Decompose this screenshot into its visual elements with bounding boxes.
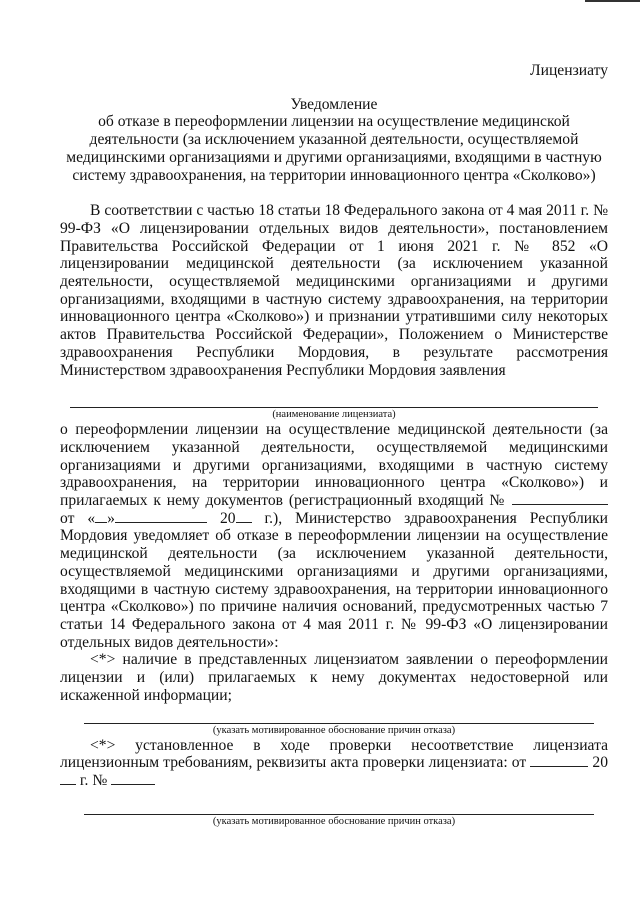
reason-1: <*> наличие в представленных лицензиатом заявлении о переоформлении лицензии и (или) прилагаемых к нему документах недостоверной или искаженной информации; — [60, 651, 608, 704]
reason-2-line — [84, 814, 594, 815]
main-paragraph-from: от — [60, 509, 75, 527]
main-paragraph-part3: г.), Министерство здравоохранения Республики Мордовия уведомляет об отказе в переоформлении лицензии на осуществление медицинской деятельности (за исключением указанной деятельности, осуществляемой медицинскими организациями и другими организациями, входящими в частную систему здравоохранения, на территории инновационного центра «Сколково») по причине наличия оснований, предусмотренных частью 7 статьи 14 Федерального закона от 4 мая 2011 г. № 99-ФЗ «О лицензировании отдельных видов деятельности»: — [60, 509, 609, 651]
licensee-name-line — [70, 407, 598, 408]
act-number-blank — [111, 772, 155, 785]
licensee-name-caption: (наименование лицензиата) — [272, 409, 396, 421]
date-open-quote: « — [87, 509, 96, 527]
main-paragraph — [60, 421, 608, 651]
act-date-blank — [530, 754, 588, 767]
reason-2-text: <*> установленное в ходе проверки несоответствие лицензиата лицензионным требованиям, реквизиты акта проверки лицензиата: от — [60, 736, 608, 772]
document-subtitle: об отказе в переоформлении лицензии на осуществление медицинской деятельности (за исключением указанной деятельности, осуществляемой медицинскими организациями и другими организациями, входящими в частную систему здравоохранения, на территории инновационного центра «Сколково») — [66, 113, 602, 184]
reason-2-suffix: г. № — [79, 771, 108, 789]
reason-2 — [60, 737, 608, 790]
registration-number-blank — [512, 492, 608, 505]
addressee: Лицензиату — [530, 62, 608, 79]
day-blank — [95, 510, 107, 523]
reason-1-line — [84, 723, 594, 724]
year-blank — [236, 510, 252, 523]
month-blank — [115, 510, 207, 523]
year-prefix: 20 — [219, 509, 236, 527]
main-paragraph-part1: о переоформлении лицензии на осуществление медицинской деятельности (за исключением указанной деятельности, осуществляемой медицинскими организациями и другими организациями, входящими в частную систему здравоохранения, на территории инновационного центра «Сколково») и прилагаемых к нему документов (регистрационный входящий № — [60, 421, 608, 510]
reason-2-caption: (указать мотивированное обоснование причин отказа) — [212, 815, 456, 827]
intro-paragraph: В соответствии с частью 18 статьи 18 Федерального закона от 4 мая 2011 г. № 99-ФЗ «О лицензировании отдельных видов деятельности», постановлением Правительства Российской Федерации от 1 июня 2021 г. № 852 «О лицензировании медицинской деятельности (за исключением указанной деятельности, осуществляемой медицинскими организациями и другими организациями, входящими в частную систему здравоохранения, на территории инновационного центра «Сколково») и признании утратившими силу некоторых актов Правительства Российской Федерации», Положением о Министерстве здравоохранения Республики Мордовия, в результате рассмотрения Министерством здравоохранения Республики Мордовия заявления — [60, 202, 608, 379]
reason-2-year-prefix: 20 — [592, 754, 608, 772]
reason-1-caption: (указать мотивированное обоснование причин отказа) — [212, 724, 456, 736]
document-page — [60, 0, 608, 828]
act-year-blank — [60, 772, 76, 785]
document-title: Уведомление — [290, 95, 378, 113]
date-close-quote: » — [107, 509, 115, 527]
